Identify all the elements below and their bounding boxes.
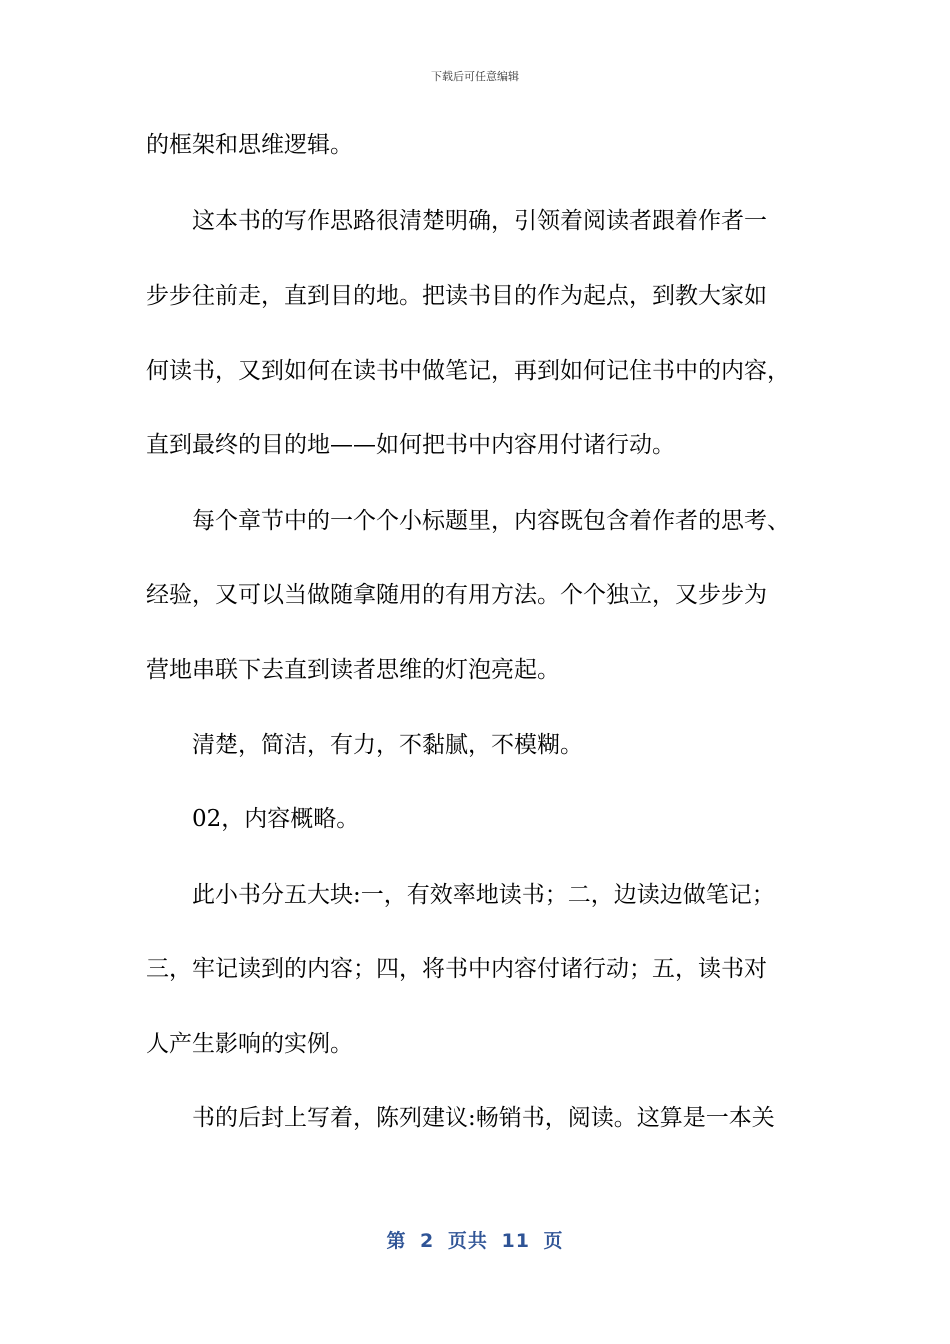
page-number: 第 2 页共 11 页 — [386, 1230, 564, 1252]
text-line: 此小书分五大块:一，有效率地读书；二，边读边做笔记； — [192, 882, 775, 908]
text-line: 书的后封上写着，陈列建议:畅销书，阅读。这算是一本关 — [192, 1105, 775, 1131]
text-line: 清楚，简洁，有力，不黏腻，不模糊。 — [192, 732, 583, 758]
text-line: 经验，又可以当做随拿随用的有用方法。个个独立，又步步为 — [146, 582, 767, 608]
text-line: 的框架和思维逻辑。 — [146, 132, 353, 158]
text-line: 何读书，又到如何在读书中做笔记，再到如何记住书中的内容， — [146, 358, 790, 384]
text-line: 步步往前走，直到目的地。把读书目的作为起点，到教大家如 — [146, 283, 767, 309]
text-line: 营地串联下去直到读者思维的灯泡亮起。 — [146, 657, 560, 683]
text-line: 人产生影响的实例。 — [146, 1031, 353, 1057]
text-line: 02，内容概略。 — [192, 806, 360, 832]
text-line: 三，牢记读到的内容；四，将书中内容付诸行动；五，读书对 — [146, 956, 767, 982]
text-line: 这本书的写作思路很清楚明确，引领着阅读者跟着作者一 — [192, 208, 767, 234]
text-line: 直到最终的目的地——如何把书中内容用付诸行动。 — [146, 432, 675, 458]
header-note: 下载后可任意编辑 — [431, 70, 519, 83]
text-line: 每个章节中的一个个小标题里，内容既包含着作者的思考、 — [192, 508, 790, 534]
